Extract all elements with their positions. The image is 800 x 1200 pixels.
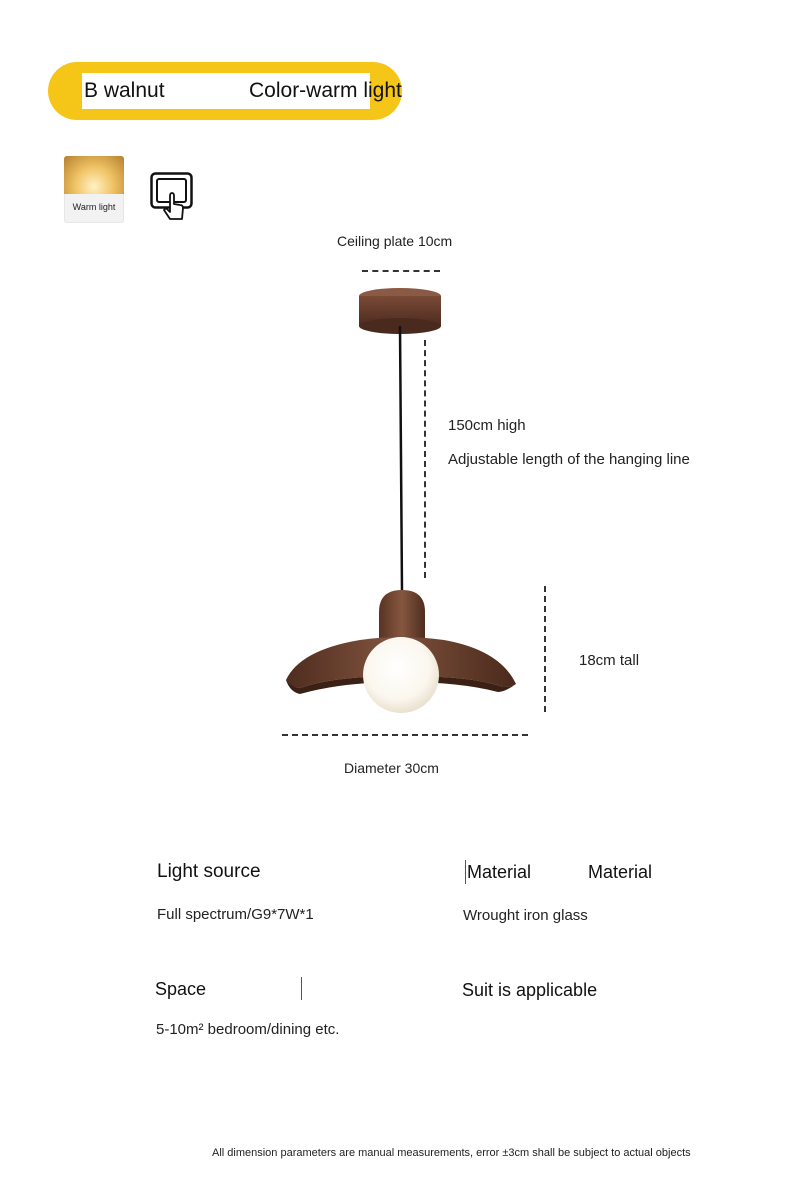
- light-source-heading: Light source: [157, 861, 261, 882]
- suit-heading: Suit is applicable: [462, 980, 598, 1000]
- tall-label: 18cm tall: [579, 652, 640, 669]
- diameter-label: Diameter 30cm: [344, 760, 439, 776]
- space-divider: [301, 977, 302, 1000]
- space-heading: Space: [155, 979, 207, 999]
- material-value: Wrought iron glass: [463, 907, 588, 924]
- tall-dimension-line: [544, 586, 546, 712]
- glass-bulb: [363, 637, 439, 713]
- warm-light-label: Warm light: [72, 202, 116, 212]
- diameter-dimension-line: [282, 734, 528, 736]
- ceiling-plate-label: Ceiling plate 10cm: [337, 233, 453, 249]
- color-label: Color-warm light: [249, 79, 402, 102]
- space-value: 5-10m² bedroom/dining etc.: [156, 1021, 340, 1038]
- variant-label: B walnut: [84, 79, 165, 102]
- light-source-value: Full spectrum/G9*7W*1: [157, 906, 314, 923]
- material-divider: [465, 860, 466, 884]
- dimension-disclaimer: All dimension parameters are manual measurements, error ±3cm shall be subject to actual objects: [212, 1147, 691, 1159]
- height-label: 150cm high: [448, 417, 526, 434]
- height-dimension-line: [424, 340, 426, 578]
- material-heading: Material: [467, 862, 532, 882]
- adjustable-label: Adjustable length of the hanging line: [448, 451, 690, 468]
- material-heading-secondary: Material: [588, 862, 653, 882]
- hanging-cord: [400, 326, 402, 592]
- ceiling-plate-dimension-line: [362, 270, 440, 272]
